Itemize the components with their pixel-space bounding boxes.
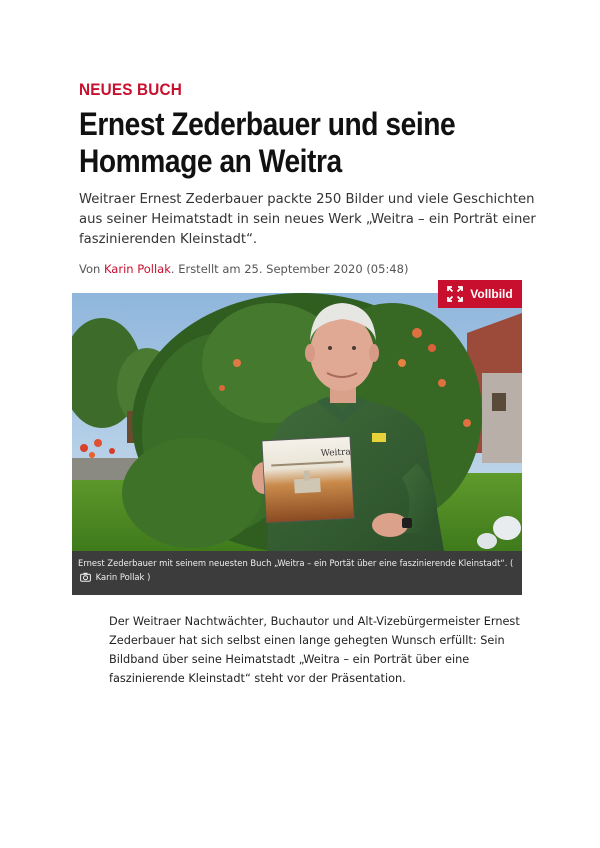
byline-prefix: Von bbox=[79, 262, 104, 276]
caption-text: Ernest Zederbauer mit seinem neuesten Buch „Weitra – ein Portät über eine faszinierende Kleinstadt“. ( bbox=[78, 558, 514, 568]
body-paragraph: Der Weitraer Nachtwächter, Buchautor und Alt-Vizebürgermeister Ernest Zederbauer hat sich selbst einen lange gehegten Wunsch erfüllt: Sein Bildband über seine Heimatstadt „Weitra – ein Porträt über eine faszinierende Kleinstadt“ steht vor der Präsentation. bbox=[109, 615, 520, 685]
expand-arrows-icon bbox=[447, 286, 463, 302]
article-photo[interactable] bbox=[72, 293, 522, 551]
article-header bbox=[79, 80, 534, 276]
fullscreen-button[interactable] bbox=[438, 280, 522, 308]
lead-paragraph: Weitraer Ernest Zederbauer packte 250 Bilder und viele Geschichten aus seiner Heimatstadt in sein neues Werk „Weitra – ein Porträt einer faszinierenden Kleinstadt“. bbox=[79, 192, 536, 247]
photo-caption bbox=[78, 556, 516, 586]
caption-credit: Karin Pollak bbox=[95, 572, 145, 582]
article-figure bbox=[72, 287, 522, 595]
byline-date: . Erstellt am 25. September 2020 (05:48) bbox=[170, 262, 409, 276]
kicker: NEUES BUCH bbox=[79, 80, 182, 99]
book-cover-title: Weitra bbox=[320, 447, 351, 459]
fullscreen-label: Vollbild bbox=[470, 287, 513, 301]
photo-illustration bbox=[72, 293, 522, 551]
caption-close: ) bbox=[147, 572, 151, 582]
headline: Ernest Zederbauer und seine Hommage an Weitra bbox=[79, 106, 456, 179]
author-link[interactable]: Karin Pollak bbox=[103, 262, 171, 276]
camera-icon bbox=[80, 572, 91, 586]
byline bbox=[79, 262, 534, 276]
